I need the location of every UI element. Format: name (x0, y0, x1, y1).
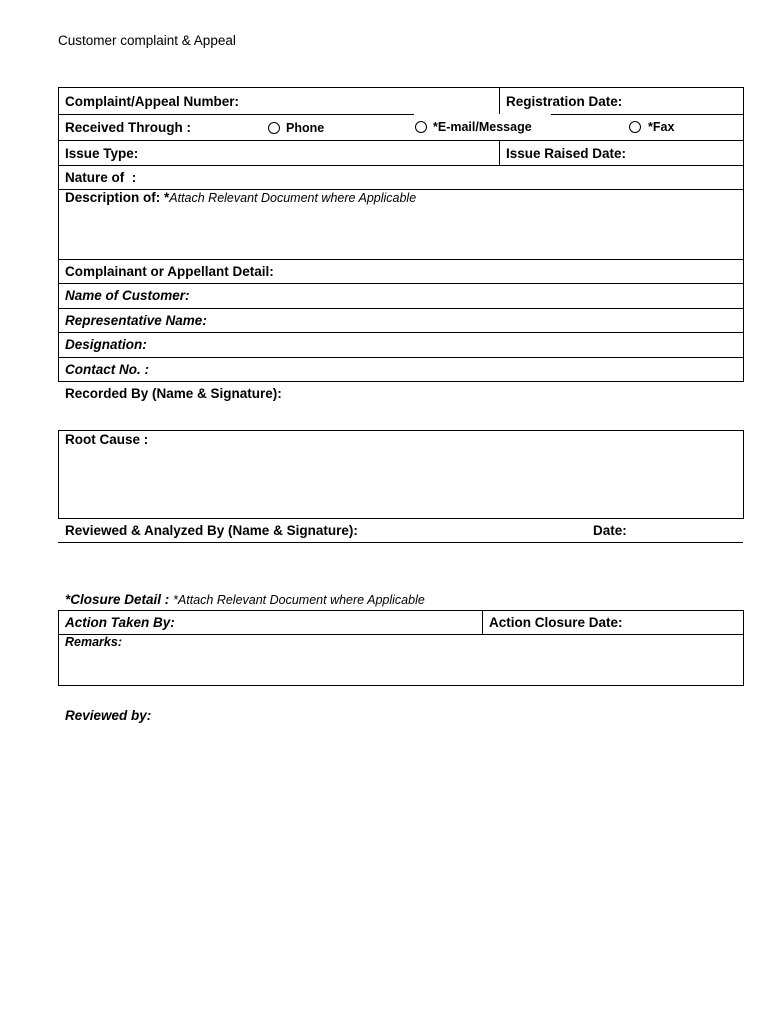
remarks-label: Remarks: (65, 635, 122, 649)
designation-label: Designation: (65, 337, 147, 352)
page-title: Customer complaint & Appeal (58, 33, 236, 48)
reviewed-date-label: Date: (593, 523, 627, 538)
row-divider (58, 357, 744, 358)
registration-date-label: Registration Date: (506, 94, 623, 109)
root-cause-box (58, 430, 744, 519)
recorded-by-label: Recorded By (Name & Signature): (65, 386, 282, 401)
closure-heading-row (65, 592, 425, 607)
action-closure-date-label: Action Closure Date: (489, 615, 623, 630)
table-border-bottom (58, 381, 744, 382)
action-taken-label: Action Taken By: (65, 615, 175, 630)
issue-type-label: Issue Type: (65, 146, 139, 161)
description-row (65, 190, 416, 205)
fax-option-label: *Fax (648, 120, 675, 134)
row-divider (58, 332, 744, 333)
column-divider (482, 610, 483, 634)
row-divider (58, 140, 744, 141)
closure-heading: *Closure Detail : (65, 592, 170, 607)
phone-radio[interactable] (268, 122, 280, 134)
received-through-label: Received Through : (65, 120, 192, 135)
column-divider (499, 87, 500, 114)
nature-label: Nature of : (65, 170, 137, 185)
closure-note: *Attach Relevant Document where Applicable (173, 593, 425, 607)
fax-radio[interactable] (629, 121, 641, 133)
table-border-top (58, 87, 744, 88)
row-divider (58, 114, 414, 115)
reviewed-analyzed-label: Reviewed & Analyzed By (Name & Signature): (65, 523, 358, 538)
email-radio[interactable] (415, 121, 427, 133)
root-cause-label: Root Cause : (65, 432, 149, 447)
table-border-right (743, 87, 744, 382)
issue-raised-date-label: Issue Raised Date: (506, 146, 627, 161)
row-divider (58, 259, 744, 260)
phone-option-label: Phone (286, 121, 325, 135)
row-divider (58, 634, 744, 635)
complainant-header: Complainant or Appellant Detail: (65, 264, 274, 279)
row-divider (551, 114, 744, 115)
table-border-left (58, 87, 59, 382)
name-of-customer-label: Name of Customer: (65, 288, 190, 303)
row-divider (58, 308, 744, 309)
reviewed-by-label: Reviewed by: (65, 708, 152, 723)
reviewed-underline (58, 542, 743, 543)
email-option-label: *E-mail/Message (433, 120, 532, 134)
row-divider (58, 165, 744, 166)
description-note: Attach Relevant Document where Applicable (169, 191, 417, 205)
column-divider (499, 140, 500, 165)
row-divider (58, 283, 744, 284)
complaint-number-label: Complaint/Appeal Number: (65, 94, 240, 109)
description-label: Description of: * (65, 190, 170, 205)
contact-label: Contact No. : (65, 362, 149, 377)
representative-name-label: Representative Name: (65, 313, 207, 328)
